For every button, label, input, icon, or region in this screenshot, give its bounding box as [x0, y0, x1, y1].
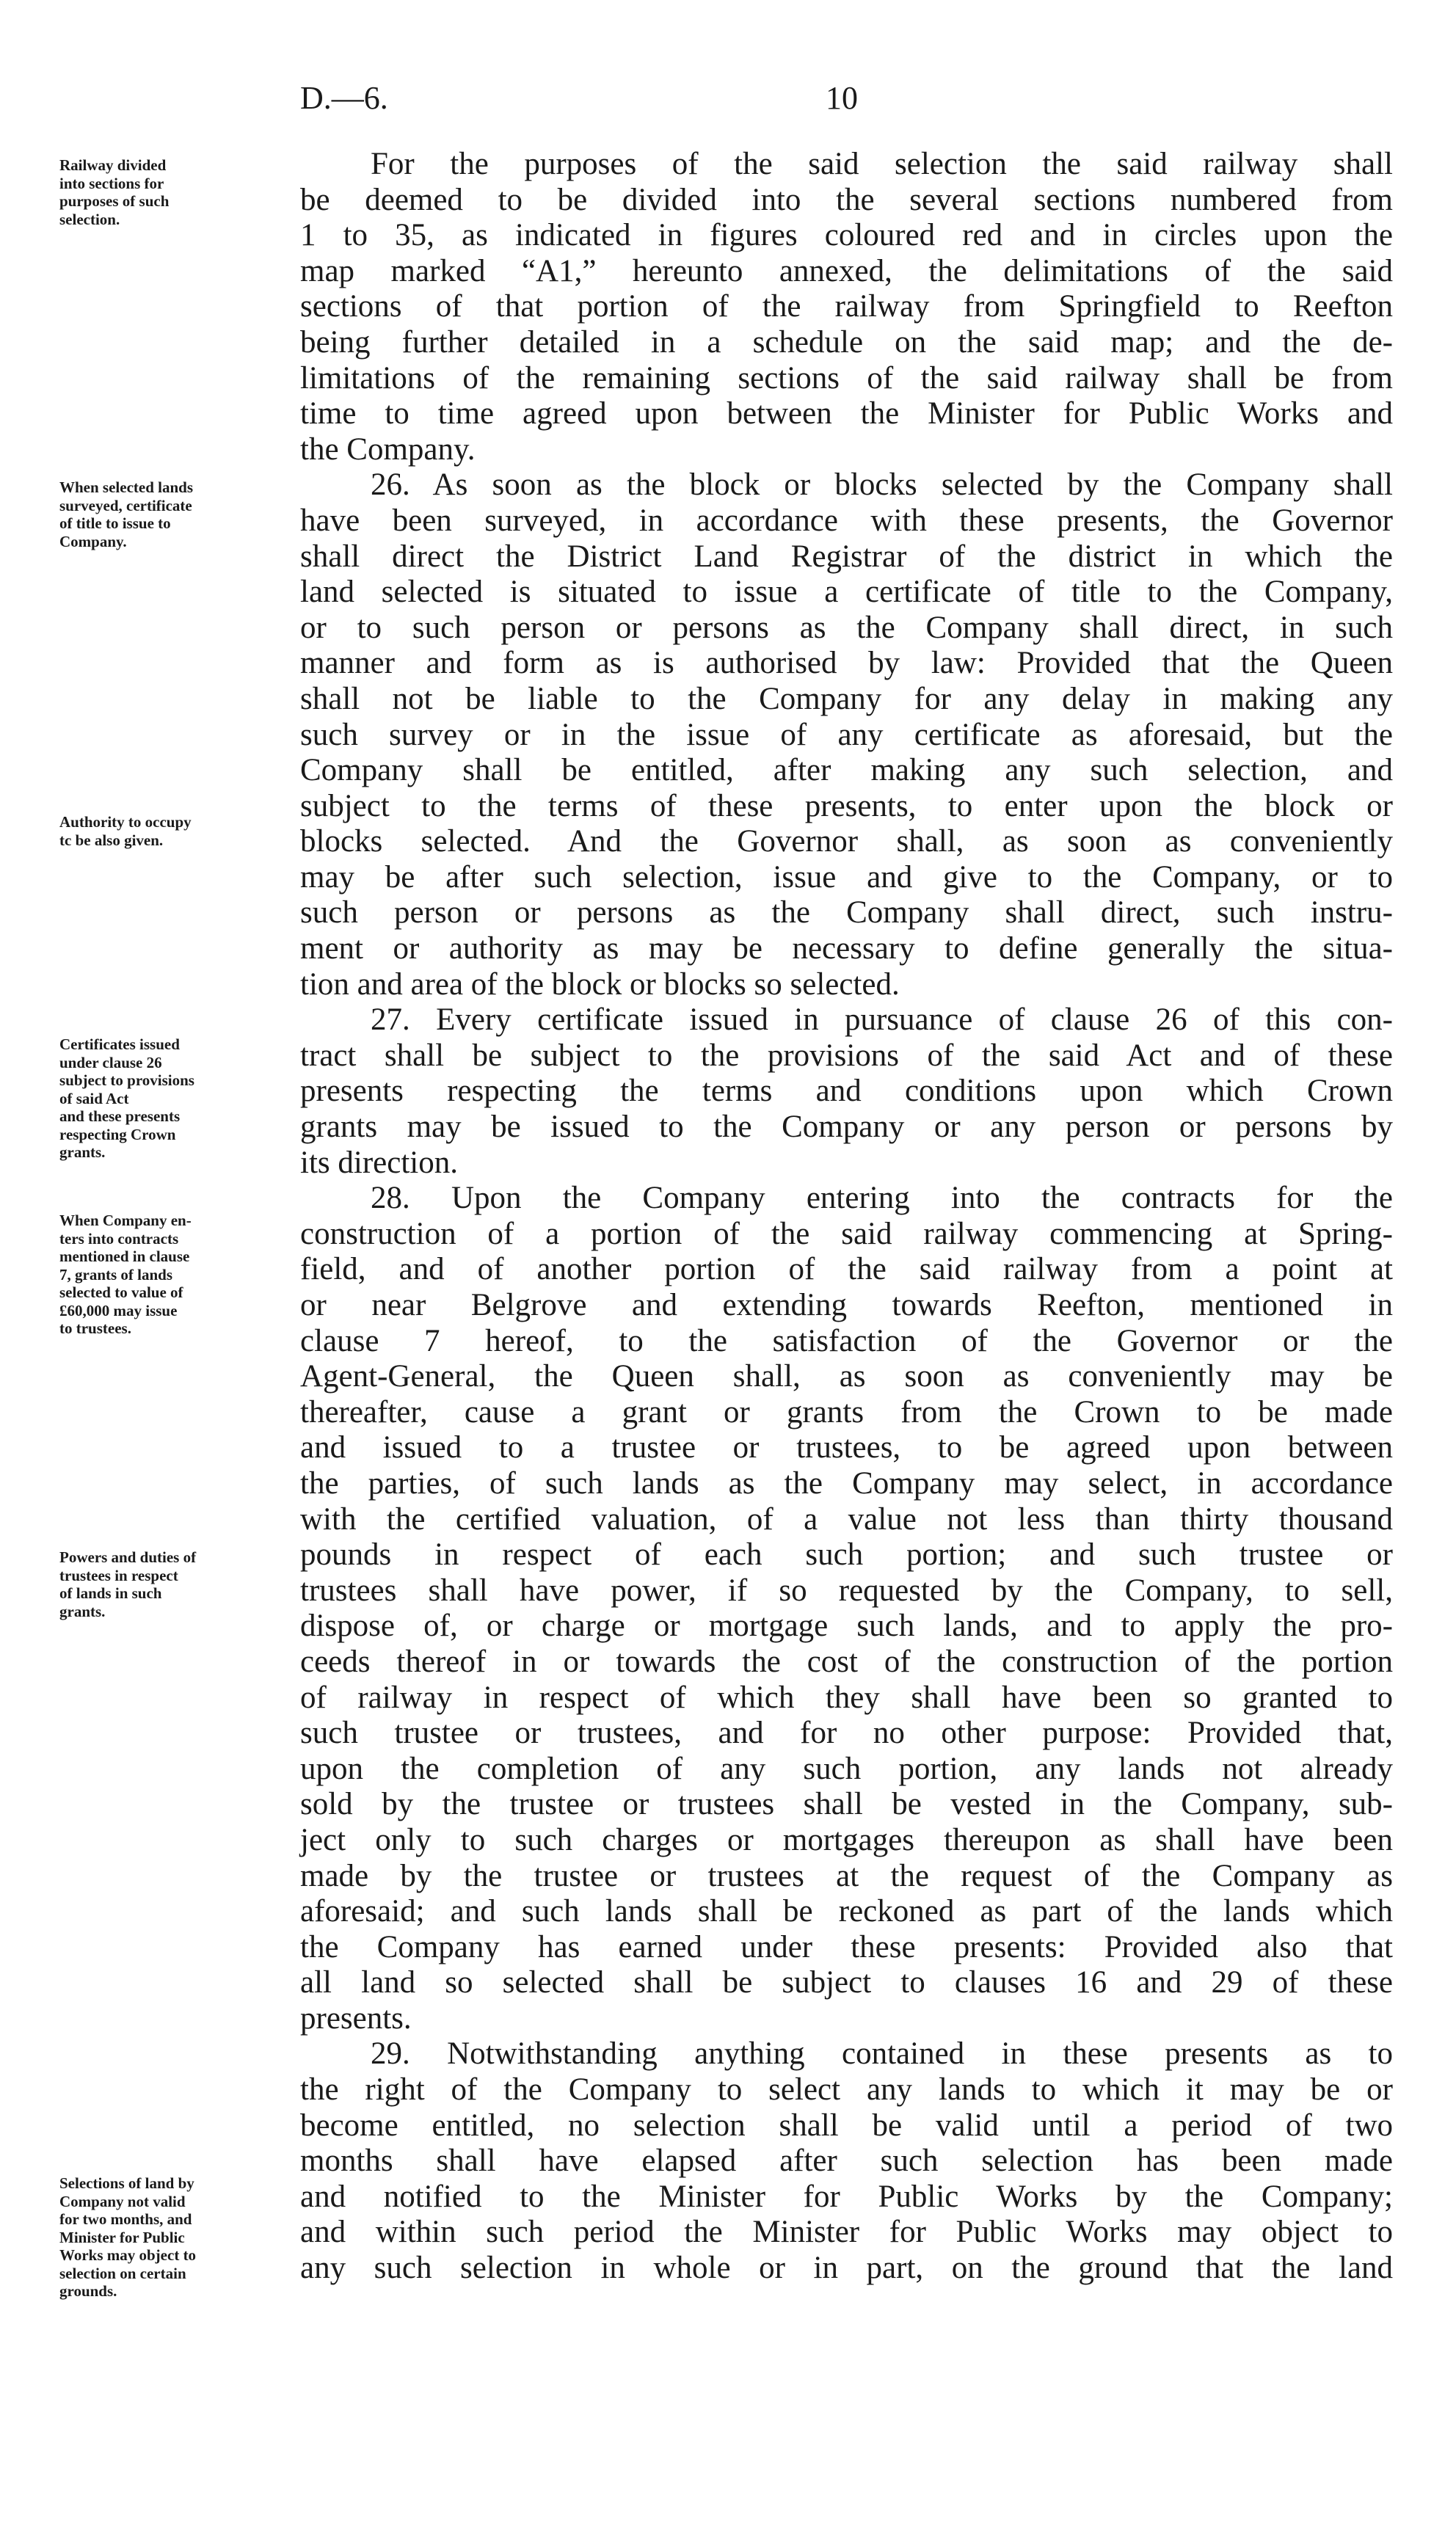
margin-note-line: purposes of such — [59, 192, 170, 210]
text-line: presents. — [300, 2000, 412, 2036]
text-line: clause 7 hereof, to the satisfaction of the Governor or the — [300, 1323, 1393, 1358]
text-line: the Company has earned under these presents: Provided also that — [300, 1929, 1393, 1964]
text-line: time to time agreed upon between the Minister for Public Works and — [300, 396, 1393, 431]
paragraph — [300, 147, 1393, 467]
document-reference: D.—6. — [300, 80, 388, 116]
margin-note-line: Powers and duties of — [59, 1548, 197, 1566]
margin-note-line: grounds. — [59, 2282, 117, 2300]
paragraph — [300, 467, 1393, 1002]
text-line: trustees shall have power, if so requested by the Company, to sell, — [300, 1573, 1393, 1608]
margin-note-line: When selected lands — [59, 478, 194, 496]
text-line: thereafter, cause a grant or grants from the Crown to be made — [300, 1394, 1393, 1430]
margin-note-line: Company not valid — [59, 2192, 186, 2210]
text-line: 26. As soon as the block or blocks selected by the Company shall — [371, 467, 1393, 503]
text-line: 29. Notwithstanding anything contained in these presents as to — [371, 2036, 1393, 2072]
text-line: shall not be liable to the Company for any delay in making any — [300, 681, 1393, 716]
margin-note-line: Company. — [59, 532, 127, 550]
margin-note-line: Authority to occupy — [59, 813, 192, 831]
margin-note-line: grants. — [59, 1143, 106, 1161]
text-line: made by the trustee or trustees at the request of the Company as — [300, 1858, 1393, 1893]
text-line: tract shall be subject to the provisions of the said Act and of these — [300, 1038, 1393, 1073]
margin-note-line: Selections of land by — [59, 2174, 194, 2192]
margin-note-line: £60,000 may issue — [59, 1301, 178, 1319]
text-line: and issued to a trustee or trustees, to be agreed upon between — [300, 1430, 1393, 1465]
body-text — [300, 147, 1393, 2287]
margin-note — [59, 156, 287, 228]
text-line: grants may be issued to the Company or any person or persons by — [300, 1110, 1393, 1145]
text-line: pounds in respect of each such portion; and such trustee or — [300, 1537, 1393, 1573]
text-line: may be after such selection, issue and give to the Company, or to — [300, 859, 1393, 895]
text-line: 27. Every certificate issued in pursuance of clause 26 of this con- — [371, 1002, 1393, 1038]
text-line: ceeds thereof in or towards the cost of the construction of the portion — [300, 1644, 1393, 1679]
margin-note-line: subject to provisions — [59, 1071, 194, 1089]
text-line: have been surveyed, in accordance with these presents, the Governor — [300, 503, 1393, 538]
margin-note-line: of lands in such — [59, 1584, 162, 1602]
margin-note — [59, 813, 287, 849]
margin-note-line: of said Act — [59, 1089, 129, 1107]
page-number: 10 — [826, 80, 858, 116]
text-line: field, and of another portion of the said railway from a point at — [300, 1252, 1393, 1287]
text-line: its direction. — [300, 1145, 458, 1180]
margin-note-line: selected to value of — [59, 1283, 183, 1301]
margin-note-line: surveyed, certificate — [59, 496, 192, 514]
margin-note — [59, 1035, 287, 1162]
margin-note-line: selection on certain — [59, 2264, 186, 2282]
text-line: all land so selected shall be subject to clauses 16 and 29 of these — [300, 1965, 1393, 2000]
text-line: 28. Upon the Company entering into the contracts for the — [371, 1181, 1393, 1216]
text-line: Agent-General, the Queen shall, as soon as conveniently may be — [300, 1359, 1393, 1394]
text-line: be deemed to be divided into the several sections numbered from — [300, 182, 1393, 217]
margin-note-line: Certificates issued — [59, 1035, 180, 1053]
text-line: Company shall be entitled, after making any such selection, and — [300, 753, 1393, 788]
margin-note-line: grants. — [59, 1602, 106, 1620]
text-line: shall direct the District Land Registrar of the district in which the — [300, 539, 1393, 574]
margin-note-line: mentioned in clause — [59, 1248, 190, 1265]
margin-note-line: respecting Crown — [59, 1125, 176, 1143]
margin-note — [59, 2174, 287, 2301]
paragraph — [300, 1002, 1393, 1181]
margin-note-line: of title to issue to — [59, 514, 171, 532]
text-line: 1 to 35, as indicated in figures coloured red and in circles upon the — [300, 218, 1393, 253]
text-line: For the purposes of the said selection the said railway shall — [371, 147, 1393, 181]
margin-note — [59, 1548, 287, 1620]
text-line: sections of that portion of the railway from Springfield to Reefton — [300, 289, 1393, 324]
margin-note-line: Railway divided — [59, 156, 167, 174]
text-line: or near Belgrove and extending towards Reefton, mentioned in — [300, 1288, 1393, 1322]
text-line: the right of the Company to select any lands to which it may be or — [300, 2072, 1393, 2108]
text-line: such person or persons as the Company shall direct, such instru- — [300, 895, 1393, 931]
margin-note-line: and these presents — [59, 1107, 181, 1125]
text-line: presents respecting the terms and conditions upon which Crown — [300, 1074, 1393, 1109]
text-line: months shall have elapsed after such selection has been made — [300, 2144, 1393, 2179]
text-line: upon the completion of any such portion, any lands not already — [300, 1751, 1393, 1786]
text-line: land selected is situated to issue a certificate of title to the Company, — [300, 575, 1393, 610]
text-line: of railway in respect of which they shall have been so granted to — [300, 1680, 1393, 1715]
text-line: and notified to the Minister for Public Works by the Company; — [300, 2179, 1393, 2214]
text-line: limitations of the remaining sections of the said railway shall be from — [300, 360, 1393, 396]
text-line: subject to the terms of these presents, to enter upon the block or — [300, 788, 1393, 823]
margin-note-line: tc be also given. — [59, 831, 164, 849]
text-line: manner and form as is authorised by law: Provided that the Queen — [300, 646, 1393, 681]
margin-note-line: for two months, and — [59, 2210, 192, 2228]
margin-note-line: Minister for Public — [59, 2228, 185, 2246]
paragraph — [300, 1181, 1393, 2036]
paragraph — [300, 2036, 1393, 2286]
text-line: the parties, of such lands as the Company may select, in accordance — [300, 1465, 1393, 1501]
text-line: aforesaid; and such lands shall be reckoned as part of the lands which — [300, 1894, 1393, 1929]
margin-note — [59, 478, 287, 550]
text-line: blocks selected. And the Governor shall, as soon as conveniently — [300, 824, 1393, 859]
text-line: sold by the trustee or trustees shall be vested in the Company, sub- — [300, 1787, 1393, 1822]
margin-note-line: 7, grants of lands — [59, 1265, 173, 1283]
text-line: with the certified valuation, of a value not less than thirty thousand — [300, 1501, 1393, 1537]
text-line: such survey or in the issue of any certificate as aforesaid, but the — [300, 717, 1393, 752]
text-line: the Company. — [300, 431, 476, 467]
text-line: dispose of, or charge or mortgage such lands, and to apply the pro- — [300, 1609, 1393, 1644]
text-line: ject only to such charges or mortgages thereupon as shall have been — [300, 1822, 1393, 1857]
text-line: construction of a portion of the said railway commencing at Spring- — [300, 1216, 1393, 1251]
margin-note-line: trustees in respect — [59, 1566, 178, 1584]
text-line: map marked “A1,” hereunto annexed, the delimitations of the said — [300, 253, 1393, 288]
margin-note-line: to trustees. — [59, 1319, 131, 1337]
text-line: ment or authority as may be necessary to define generally the situa- — [300, 931, 1393, 966]
margin-note — [59, 1212, 287, 1338]
margin-note-line: under clause 26 — [59, 1053, 162, 1071]
margin-note-line: ters into contracts — [59, 1229, 179, 1248]
margin-note-line: Works may object to — [59, 2246, 197, 2264]
text-line: being further detailed in a schedule on the said map; and the de- — [300, 324, 1393, 360]
margin-note-line: selection. — [59, 210, 120, 228]
text-line: and within such period the Minister for Public Works may object to — [300, 2215, 1393, 2250]
text-line: such trustee or trustees, and for no other purpose: Provided that, — [300, 1716, 1393, 1751]
text-line: any such selection in whole or in part, on the ground that the land — [300, 2251, 1393, 2286]
text-line: tion and area of the block or blocks so selected. — [300, 966, 900, 1002]
margin-note-line: into sections for — [59, 174, 164, 192]
text-line: become entitled, no selection shall be valid until a period of two — [300, 2108, 1393, 2143]
text-line: or to such person or persons as the Company shall direct, in such — [300, 610, 1393, 645]
margin-note-line: When Company en- — [59, 1212, 192, 1229]
